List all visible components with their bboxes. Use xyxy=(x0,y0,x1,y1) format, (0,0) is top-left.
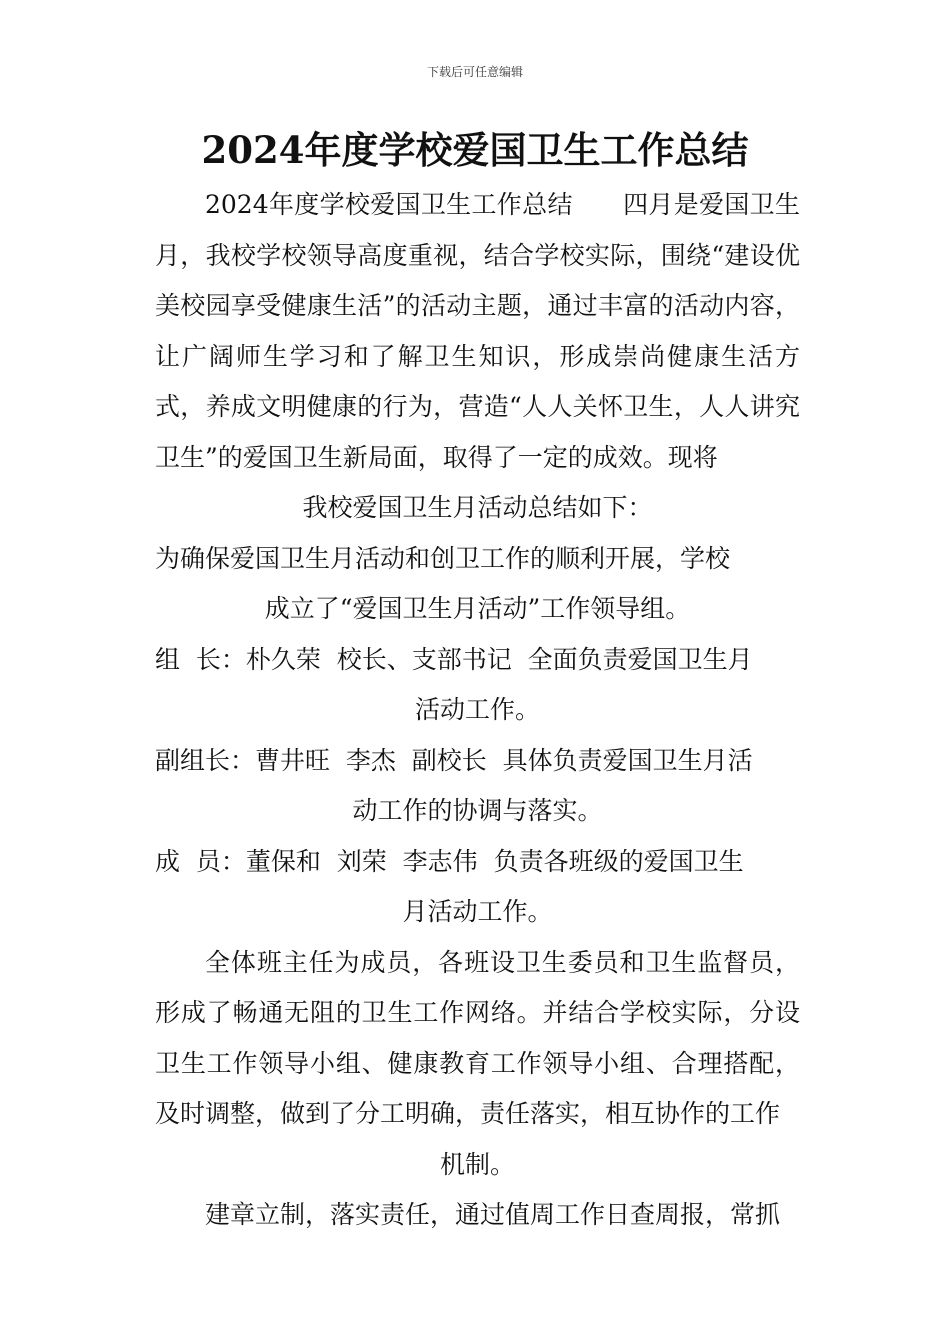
paragraph-3-tail: 机制。 xyxy=(439,1149,515,1179)
document-title: 2024年度学校爱国卫生工作总结 xyxy=(201,128,749,172)
vice-leader-line: 副组长：曹井旺 李杰 副校长 具体负责爱国卫生月活 xyxy=(155,745,753,775)
paragraph-3: 全体班主任为成员，各班设卫生委员和卫生监督员，形成了畅通无阻的卫生工作网络。并结合学校实际，分设卫生工作领导小组、健康教育工作领导小组、合理搭配，及时调整，做到了分工明确，责任落实，相互协作的工作 xyxy=(155,947,800,1128)
paragraph-4: 建章立制，落实责任，通过值周工作日查周报，常抓 xyxy=(205,1200,781,1229)
intro-paragraph xyxy=(155,180,800,483)
leader-line: 组 长：朴久荣 校长、支部书记 全面负责爱国卫生月 xyxy=(155,644,753,674)
member-line: 成 员：董保和 刘荣 李志伟 负责各班级的爱国卫生 xyxy=(155,846,744,876)
intro-body-text: 四月是爱国卫生月，我校学校领导高度重视，结合学校实际，围绕“建设优美校园享受健康生活”的活动主题，通过丰富的活动内容，让广阔师生学习和了解卫生知识，形成崇尚健康生活方式，养成文明健康的行为，营造“人人关怀卫生，人人讲究卫生”的爱国卫生新局面，取得了一定的成效。现将 xyxy=(155,190,800,472)
vice-leader-tail: 动工作的协调与落实。 xyxy=(352,796,603,825)
paragraph-2-tail: 成立了“爱国卫生月活动”工作领导组。 xyxy=(264,594,691,623)
member-tail: 月活动工作。 xyxy=(402,897,553,926)
intro-tail: 我校爱国卫生月活动总结如下： xyxy=(302,493,653,522)
leader-tail: 活动工作。 xyxy=(414,695,540,724)
intro-heading-text: 2024年度学校爱国卫生工作总结 xyxy=(205,190,573,219)
paragraph-2-head: 为确保爱国卫生月活动和创卫工作的顺利开展，学校 xyxy=(155,543,731,573)
document-body xyxy=(155,180,800,1241)
header-note: 下载后可任意编辑 xyxy=(426,65,523,79)
